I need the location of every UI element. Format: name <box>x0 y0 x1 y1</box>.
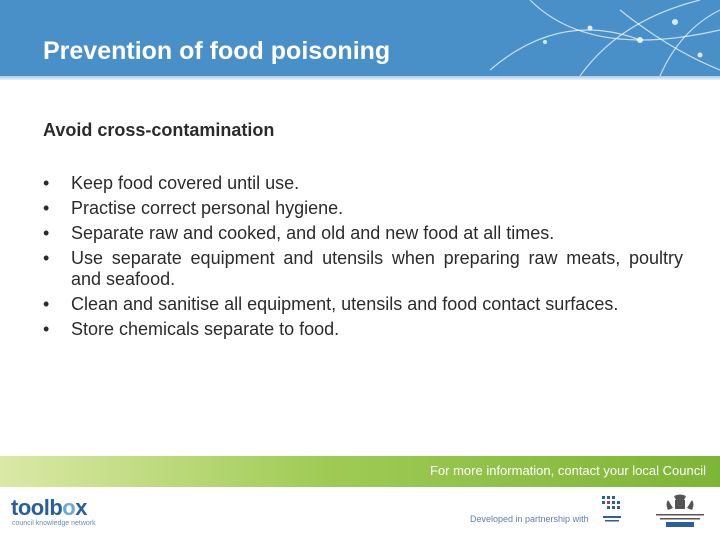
partnership-text: Developed in partnership with <box>470 514 589 524</box>
bullet-dot: • <box>43 319 50 339</box>
bullet-text: Use separate equipment and utensils when preparing raw meats, poultry and seafood. <box>71 248 683 289</box>
bullet-item <box>43 248 683 290</box>
bullet-dot: • <box>43 248 50 268</box>
bullet-text: Clean and sanitise all equipment, utensils and food contact surfaces. <box>71 294 619 314</box>
bullet-item <box>43 173 683 194</box>
toolbox-logo-tagline: council knowledge network <box>12 520 96 527</box>
council-of-mayors-icon <box>597 494 627 528</box>
bullet-dot: • <box>43 223 50 243</box>
australian-government-crest-icon <box>652 494 708 528</box>
slide-subtitle: Avoid cross-contamination <box>43 120 275 140</box>
bullet-text: Practise correct personal hygiene. <box>71 198 344 218</box>
toolbox-logo-wordmark: toolbox <box>11 495 87 520</box>
header-divider <box>0 76 720 80</box>
bullet-dot: • <box>43 294 50 314</box>
bullet-dot: • <box>43 173 50 193</box>
bullet-item <box>43 294 683 315</box>
bullet-text: Keep food covered until use. <box>71 173 300 193</box>
info-band-text: For more information, contact your local Council <box>429 463 706 478</box>
toolbox-logo <box>11 497 96 528</box>
slide-header <box>0 0 720 76</box>
bullet-text: Separate raw and cooked, and old and new food at all times. <box>71 223 555 243</box>
bullet-item <box>43 198 683 219</box>
bullet-item <box>43 319 683 340</box>
bullet-text: Store chemicals separate to food. <box>71 319 340 339</box>
toolbox-logo-o: o <box>62 495 76 520</box>
bullet-item <box>43 223 683 244</box>
slide-title: Prevention of food poisoning <box>43 37 391 65</box>
network-pattern-icon <box>470 0 720 76</box>
bullet-dot: • <box>43 198 50 218</box>
bullet-list <box>43 173 683 344</box>
